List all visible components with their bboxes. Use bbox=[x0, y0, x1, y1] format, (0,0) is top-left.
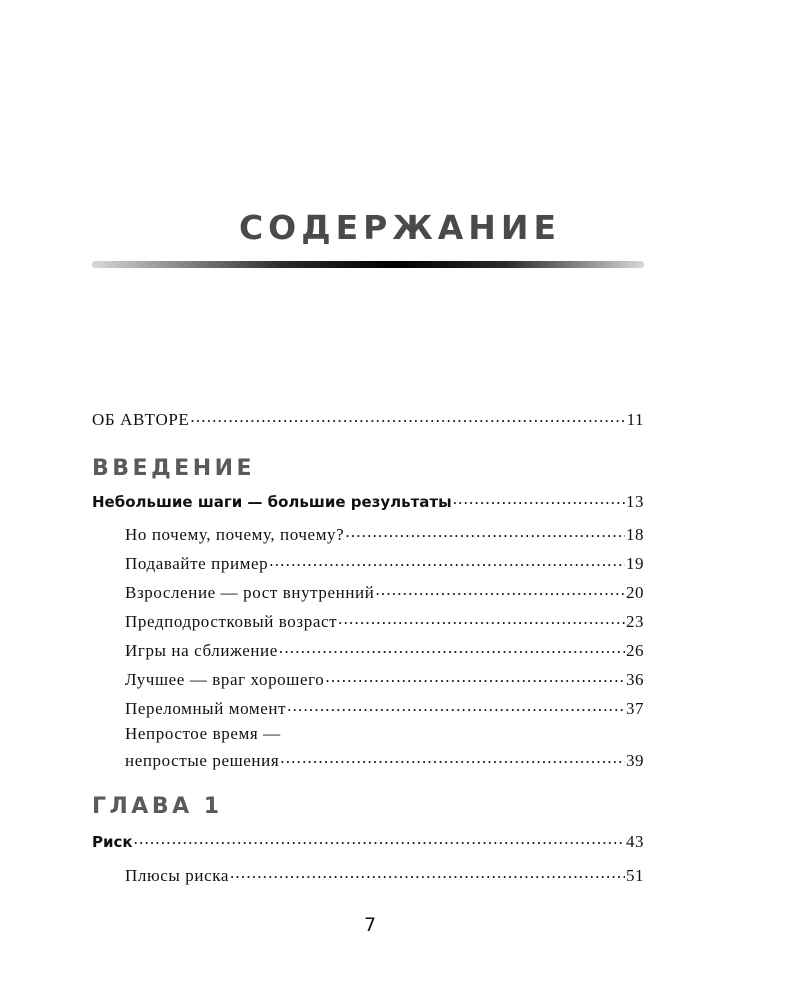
toc-entry-about[interactable] bbox=[92, 408, 644, 430]
dot-leader bbox=[345, 523, 625, 540]
section-heading-intro: ВВЕДЕНИЕ bbox=[92, 456, 256, 481]
dot-leader bbox=[134, 830, 625, 847]
section-heading-chapter-1: ГЛАВА 1 bbox=[92, 794, 223, 819]
dot-leader bbox=[190, 408, 625, 425]
toc-entry-label: ОБ АВТОРЕ bbox=[92, 410, 190, 429]
toc-entry-label: Подавайте пример bbox=[125, 554, 269, 573]
toc-entry-label-line2: непростые решения bbox=[125, 751, 280, 770]
toc-entry-label: Лучшее — враг хорошего bbox=[125, 670, 325, 689]
dot-leader bbox=[287, 697, 625, 714]
page-number: 7 bbox=[363, 914, 377, 936]
toc-entry-page: 23 bbox=[626, 612, 644, 631]
dot-leader bbox=[280, 749, 625, 766]
toc-entry-page: 36 bbox=[626, 670, 644, 689]
toc-entry-label: Предподростковый возраст bbox=[125, 612, 338, 631]
dot-leader bbox=[375, 581, 625, 598]
toc-entry-label: Риск bbox=[92, 833, 133, 851]
toc-entry-page: 11 bbox=[626, 410, 644, 429]
toc-entry-label: Взросление — рост внутренний bbox=[125, 583, 375, 602]
dot-leader bbox=[453, 490, 625, 507]
page-title: СОДЕРЖАНИЕ bbox=[238, 208, 562, 247]
toc-entry-label: Плюсы риска bbox=[125, 866, 229, 885]
dot-leader bbox=[279, 639, 625, 656]
toc-entry-label: Игры на сближение bbox=[125, 641, 278, 660]
toc-entry-page: 19 bbox=[626, 554, 644, 573]
dot-leader bbox=[338, 610, 625, 627]
toc-entry-label: Переломный момент bbox=[125, 699, 287, 718]
toc-entry[interactable] bbox=[125, 697, 644, 719]
title-underline bbox=[92, 261, 644, 268]
toc-entry-page: 37 bbox=[626, 699, 644, 718]
toc-entry[interactable] bbox=[125, 639, 644, 661]
toc-entry-label: Но почему, почему, почему? bbox=[125, 525, 345, 544]
dot-leader bbox=[269, 552, 625, 569]
toc-entry-chapter-1-main[interactable] bbox=[92, 830, 644, 852]
toc-entry[interactable] bbox=[125, 523, 644, 545]
toc-entry[interactable] bbox=[125, 581, 644, 603]
toc-entry[interactable] bbox=[125, 610, 644, 632]
toc-entry-page: 13 bbox=[626, 492, 644, 511]
toc-entry-page: 51 bbox=[626, 866, 644, 885]
toc-entry-page: 20 bbox=[626, 583, 644, 602]
toc-entry[interactable] bbox=[125, 864, 644, 886]
toc-entry-page: 26 bbox=[626, 641, 644, 660]
toc-entry-page: 39 bbox=[626, 751, 644, 770]
toc-entry-page: 18 bbox=[626, 525, 644, 544]
toc-entry[interactable] bbox=[125, 668, 644, 690]
toc-entry-page: 43 bbox=[626, 832, 644, 851]
toc-entry-intro-main[interactable] bbox=[92, 490, 644, 512]
dot-leader bbox=[230, 864, 625, 881]
toc-entry[interactable] bbox=[125, 552, 644, 574]
toc-entry-label: Небольшие шаги — большие результаты bbox=[92, 493, 452, 511]
toc-entry-wrapped[interactable] bbox=[125, 749, 644, 771]
dot-leader bbox=[325, 668, 625, 685]
toc-entry-label-line1[interactable]: Непростое время — bbox=[125, 724, 281, 743]
